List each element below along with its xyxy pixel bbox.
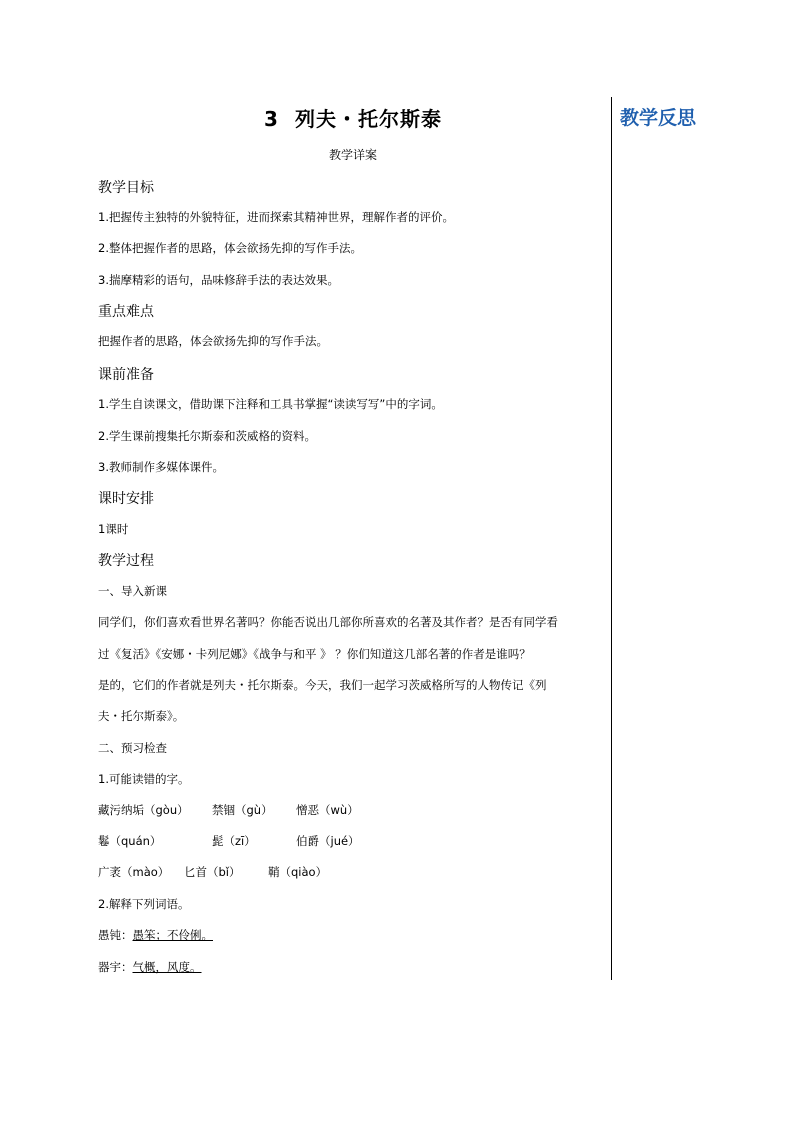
reflection-heading: 教学反思: [620, 107, 697, 129]
lesson-subtitle: 教学详案: [328, 148, 377, 162]
word-meaning: 气概，风度。: [132, 960, 202, 974]
schedule-item: 1课时: [98, 522, 129, 536]
vocab-item: 鞘（qiào）: [268, 865, 328, 879]
step1-paragraph-line: 过《复活》《安娜・卡列尼娜》《战争与和平 》 ？你们知道这几部名著的作者是谁吗？: [98, 647, 531, 661]
vocab-item: 鬈（quán）: [98, 834, 162, 848]
preparation-item: 3.教师制作多媒体课件。: [98, 460, 224, 474]
step1-paragraph-line: 夫・托尔斯泰》。: [98, 709, 185, 723]
preparation-item: 1.学生自读课文，借助课下注释和工具书掌握“读读写写”中的字词。: [98, 397, 443, 411]
vocab-item: 禁锢（gù）: [212, 803, 273, 817]
vocab-item: 广袤（mào）: [98, 865, 170, 879]
process-heading: 教学过程: [98, 553, 154, 569]
vocab-heading: 1.可能读错的字。: [98, 772, 190, 786]
lesson-number: 3: [264, 107, 279, 131]
word-term: 器宇：: [98, 960, 133, 974]
goal-item: 2.整体把握作者的思路，体会欲扬先抑的写作手法。: [98, 241, 362, 255]
vocab-item: 伯爵（jué）: [296, 834, 360, 848]
goals-heading: 教学目标: [98, 180, 154, 196]
goal-item: 1.把握传主独特的外貌特征，进而探索其精神世界，理解作者的评价。: [98, 210, 454, 224]
word-definition: [98, 959, 202, 975]
lesson-title-text: 列夫・托尔斯泰: [294, 107, 442, 131]
lesson-title: [98, 103, 608, 132]
vocab-item: 憎恶（wù）: [296, 803, 359, 817]
preparation-item: 2.学生课前搜集托尔斯泰和茨威格的资料。: [98, 429, 316, 443]
vocab-item: 髭（zī）: [212, 834, 256, 848]
column-divider: [611, 97, 612, 980]
step2-heading: 二、预习检查: [98, 741, 167, 755]
key-points-heading: 重点难点: [98, 304, 154, 320]
word-term: 愚钝：: [98, 928, 133, 942]
schedule-heading: 课时安排: [98, 491, 154, 507]
goal-item: 3.揣摩精彩的语句，品味修辞手法的表达效果。: [98, 273, 339, 287]
word-definition: [98, 927, 213, 943]
step1-paragraph-line: 同学们，你们喜欢看世界名著吗？你能否说出几部你所喜欢的名著及其作者？是否有同学看: [98, 615, 558, 629]
step1-heading: 一、导入新课: [98, 584, 167, 598]
step1-paragraph-line: 是的，它们的作者就是列夫・托尔斯泰。今天，我们一起学习茨威格所写的人物传记《列: [98, 678, 547, 692]
preparation-heading: 课前准备: [98, 367, 154, 383]
vocab-item: 匕首（bǐ）: [184, 865, 241, 879]
word-meaning: 愚笨；不伶俐。: [132, 928, 213, 942]
words-heading: 2.解释下列词语。: [98, 897, 190, 911]
key-point-item: 把握作者的思路，体会欲扬先抑的写作手法。: [98, 334, 328, 348]
vocab-item: 藏污纳垢（gòu）: [98, 803, 189, 817]
